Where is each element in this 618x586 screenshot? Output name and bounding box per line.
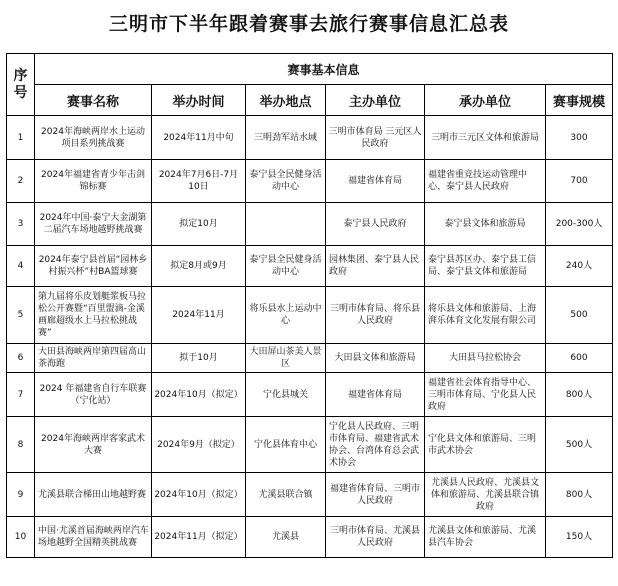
cell-name: 2024年福建省青少年击剑锦标赛 [35,160,152,203]
header-organizer: 承办单位 [425,85,546,116]
cell-name: 2024年海峡两岸客家武术大赛 [35,417,152,473]
cell-time: 2024年10月（拟定） [152,473,246,517]
table-row [7,473,613,517]
table-row [7,417,613,473]
cell-place: 宁化县城关 [246,373,326,417]
header-host: 主办单位 [326,85,425,116]
header-group: 赛事基本信息 [35,54,613,85]
cell-no: 6 [7,344,35,373]
cell-host: 大田县文体和旅游局 [326,344,425,373]
cell-scale: 600 [546,344,613,373]
cell-organizer: 宁化县文体和旅游局、三明市武术协会 [425,417,546,473]
cell-time: 2024年9月（拟定） [152,417,246,473]
cell-place: 泰宁县全民健身活动中心 [246,160,326,203]
cell-name: 2024年泰宁县首届“园林乡村振兴杯”村BA篮球赛 [35,246,152,287]
table-row [7,287,613,344]
table-row [7,373,613,417]
cell-no: 4 [7,246,35,287]
cell-place: 三明劲军站水域 [246,116,326,160]
cell-host: 宁化县人民政府、三明市体育局、福建省武术协会、台湾体育总会武术协会 [326,417,425,473]
cell-organizer: 尤溪县人民政府、尤溪县文体和旅游局、尤溪县联合镇政府 [425,473,546,517]
cell-name: 2024年中国·泰宁大金湖第二届汽车场地越野挑战赛 [35,203,152,246]
header-seq-label: 序号 [13,67,28,101]
header-event-name: 赛事名称 [35,85,152,116]
cell-host: 福建省体育局 [326,373,425,417]
cell-organizer: 泰宁县文体和旅游局 [425,203,546,246]
header-seq [7,54,35,116]
cell-name: 2024 年福建省自行车联赛（宁化站） [35,373,152,417]
cell-organizer: 福建省重竞技运动管理中心、泰宁县人民政府 [425,160,546,203]
events-table [6,53,613,558]
cell-host: 三明市体育局、将乐县人民政府 [326,287,425,344]
cell-place: 宁化县体育中心 [246,417,326,473]
cell-organizer: 将乐县文体和旅游局、上海湃乐体育文化发展有限公司 [425,287,546,344]
cell-host: 三明市体育局 三元区人民政府 [326,116,425,160]
cell-no: 5 [7,287,35,344]
cell-scale: 700 [546,160,613,203]
cell-organizer: 福建省社会体育指导中心、三明市体育局、宁化县人民政府 [425,373,546,417]
table-row [7,116,613,160]
cell-scale: 240人 [546,246,613,287]
header-time: 举办时间 [152,85,246,116]
cell-name: 2024年海峡两岸水上运动项目系列挑战赛 [35,116,152,160]
cell-place: 尤溪县联合镇 [246,473,326,517]
table-row [7,203,613,246]
cell-host: 福建省体育局、三明市人民政府 [326,473,425,517]
table-row [7,517,613,558]
cell-scale: 500 [546,287,613,344]
cell-organizer: 泰宁县苏区办、泰宁县工信局、泰宁县文体和旅游局 [425,246,546,287]
cell-time: 2024年10月（拟定） [152,373,246,417]
cell-no: 2 [7,160,35,203]
cell-no: 8 [7,417,35,473]
cell-time: 拟于10月 [152,344,246,373]
cell-scale: 300 [546,116,613,160]
cell-name: 第九届将乐皮划艇浆板马拉松公开赛暨“百里盟滴-金溪画廊超级水上马拉松挑战赛” [35,287,152,344]
cell-no: 10 [7,517,35,558]
cell-place [246,203,326,246]
cell-scale: 150人 [546,517,613,558]
cell-time: 2024年7月6日-7月10日 [152,160,246,203]
cell-name: 中国·尤溪首届海峡两岸汽车场地越野全国精英挑战赛 [35,517,152,558]
table-row [7,246,613,287]
table-row [7,160,613,203]
cell-no: 9 [7,473,35,517]
cell-host: 福建省体育局 [326,160,425,203]
cell-place: 尤溪县 [246,517,326,558]
cell-organizer: 三明市三元区文体和旅游局 [425,116,546,160]
cell-organizer: 尤溪县文体和旅游局、尤溪县汽车协会 [425,517,546,558]
cell-time: 2024年11月（拟定） [152,517,246,558]
cell-scale: 800人 [546,373,613,417]
table-row [7,344,613,373]
cell-time: 拟定10月 [152,203,246,246]
cell-organizer: 大田县马拉松协会 [425,344,546,373]
cell-place: 泰宁县全民健身活动中心 [246,246,326,287]
cell-no: 7 [7,373,35,417]
cell-time: 2024年11月中旬 [152,116,246,160]
cell-name: 尤溪县联合梯田山地越野赛 [35,473,152,517]
cell-time: 2024年11月 [152,287,246,344]
cell-name: 大田县海峡两岸第四届高山茶海跑 [35,344,152,373]
header-scale: 赛事规模 [546,85,613,116]
cell-no: 1 [7,116,35,160]
cell-scale: 500人 [546,417,613,473]
cell-host: 园林集团、泰宁县人民政府 [326,246,425,287]
cell-scale: 800人 [546,473,613,517]
header-place: 举办地点 [246,85,326,116]
cell-time: 拟定8月或9月 [152,246,246,287]
cell-place: 将乐县水上运动中心 [246,287,326,344]
cell-place: 大田屏山茶美人景区 [246,344,326,373]
cell-host: 泰宁县人民政府 [326,203,425,246]
cell-scale: 200-300人 [546,203,613,246]
cell-no: 3 [7,203,35,246]
page-title: 三明市下半年跟着赛事去旅行赛事信息汇总表 [108,13,509,35]
cell-host: 三明市体育局、尤溪县人民政府 [326,517,425,558]
